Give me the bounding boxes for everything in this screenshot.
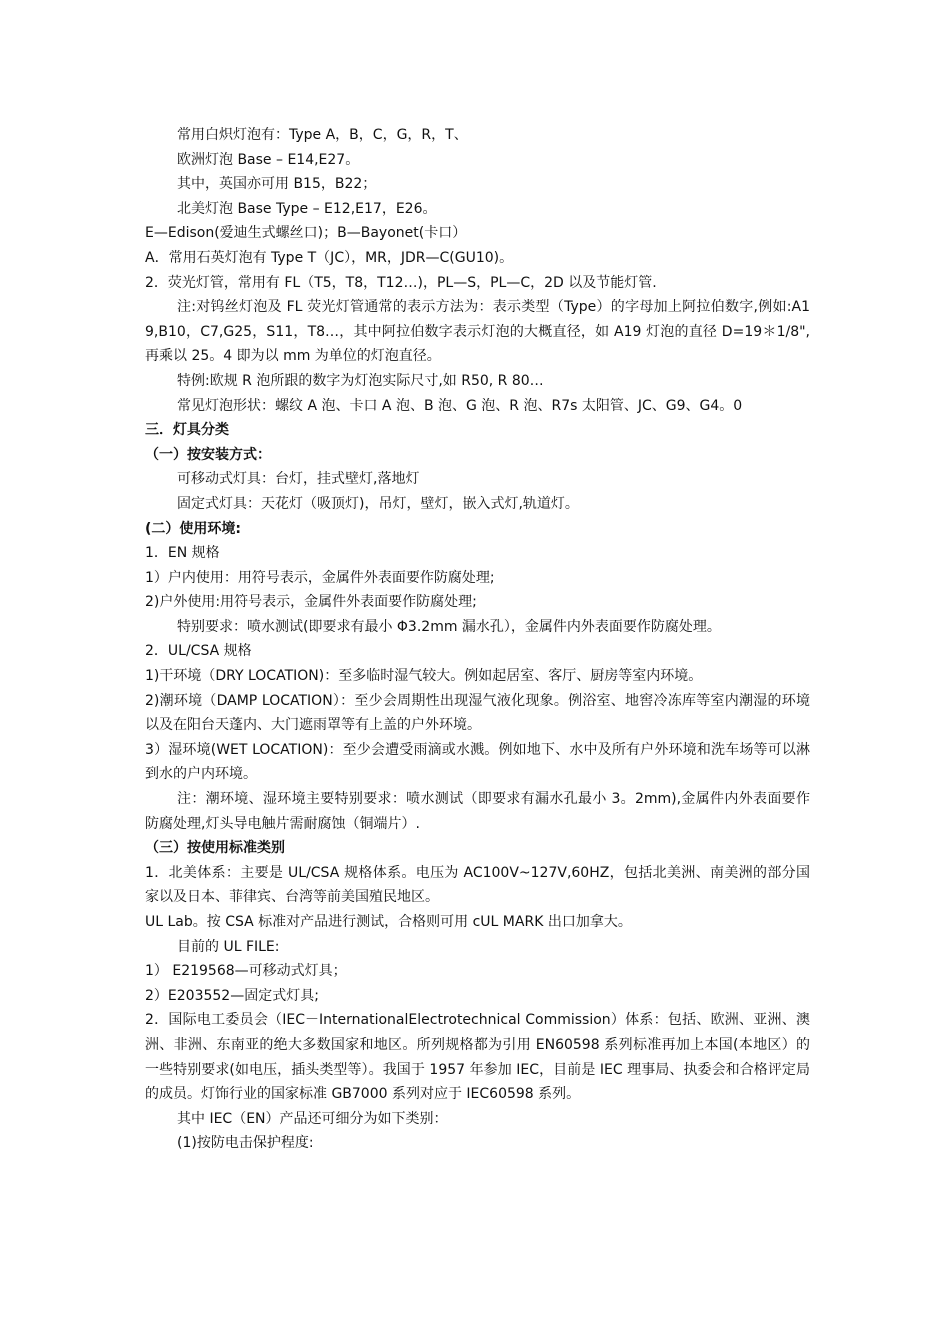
paragraph: 特例:欧规 R 泡所跟的数字为灯泡实际尺寸,如 R50, R 80… xyxy=(177,372,544,389)
paragraph: UL Lab。按 CSA 标准对产品进行测试，合格则可用 cUL MARK 出口加拿大。 xyxy=(145,914,632,930)
paragraph: 1)干环境（DRY LOCATION)：至多临时湿气较大。例如起居室、客厅、厨房等室内环境。 xyxy=(145,668,703,685)
paragraph: 可移动式灯具：台灯，挂式壁灯,落地灯 xyxy=(177,471,420,488)
subsection-heading: （一）按安装方式： xyxy=(145,446,271,463)
list-item: 2）E203552—固定式灯具; xyxy=(145,987,319,1004)
paragraph: 北美灯泡 Base Type – E12,E17，E26。 xyxy=(177,200,437,217)
subsection-heading: (二）使用环境: xyxy=(145,520,241,537)
paragraph: 3）湿环境(WET LOCATION)：至少会遭受雨滴或水溅。例如地下、水中及所有户外环境和洗车场等可以淋到水的户内环境。 xyxy=(145,741,810,783)
paragraph: 常见灯泡形状：螺纹 A 泡、卡口 A 泡、B 泡、G 泡、R 泡、R7s 太阳管、JC、G9、G4。0 xyxy=(177,397,743,414)
subsection-heading: （三）按使用标准类别 xyxy=(145,840,285,857)
paragraph: 1．EN 规格 xyxy=(145,545,220,562)
paragraph: 注:对钨丝灯泡及 FL 荧光灯管通常的表示方法为：表示类型（Type）的字母加上阿拉伯数字,例如:A19,B10，C7,G25，S11，T8…，其中阿拉伯数字表示灯泡的大概直径，如 A19 灯泡的直径 D=19＊1/8",再乘以 25。4 即为以 mm 为单位的灯泡直径。 xyxy=(145,299,810,365)
paragraph: 固定式灯具：天花灯（吸顶灯)，吊灯，壁灯，嵌入式灯,轨道灯。 xyxy=(177,495,579,512)
paragraph: 常用白炽灯泡有：Type A，B，C，G，R，T、 xyxy=(177,127,468,143)
paragraph: 2．国际电工委员会（IEC－InternationalElectrotechnical Commission）体系：包括、欧洲、亚洲、澳洲、非洲、东南亚的绝大多数国家和地区。所列规格都为引用 EN60598 系列标准再加上本国(本地区）的一些特别要求(如电压，插头类型等）。我国于 1957 年参加 IEC，目前是 IEC 理事局、执委会和合格评定局的成员。灯饰行业的国家标准 GB7000 系列对应于 IEC60598 系列。 xyxy=(145,1012,810,1103)
paragraph: 目前的 UL FILE: xyxy=(177,938,280,955)
paragraph: 2)潮环境（DAMP LOCATION）：至少会周期性出现湿气液化现象。例浴室、地窖冷冻库等室内潮湿的环境以及在阳台天蓬内、大门遮雨罩等有上盖的户外环境。 xyxy=(145,692,810,734)
paragraph: A．常用石英灯泡有 Type T（JC），MR，JDR—C(GU10)。 xyxy=(145,249,514,266)
paragraph: 特别要求：喷水测试(即要求有最小 Φ3.2mm 漏水孔），金属件内外表面要作防腐处理。 xyxy=(177,618,721,635)
paragraph: 2．荧光灯管，常用有 FL（T5，T8，T12…)，PL—S，PL—C，2D 以及节能灯管. xyxy=(145,274,657,291)
paragraph: 2．UL/CSA 规格 xyxy=(145,643,252,660)
paragraph: 1．北美体系：主要是 UL/CSA 规格体系。电压为 AC100V~127V,60HZ，包括北美洲、南美洲的部分国家以及日本、菲律宾、台湾等前美国殖民地区。 xyxy=(145,864,810,906)
document-body xyxy=(145,123,810,1156)
paragraph: 1）户内使用：用符号表示，金属件外表面要作防腐处理; xyxy=(145,569,495,586)
paragraph: 欧洲灯泡 Base – E14,E27。 xyxy=(177,151,360,168)
paragraph: (1)按防电击保护程度: xyxy=(177,1135,314,1152)
paragraph: 2)户外使用:用符号表示，金属件外表面要作防腐处理; xyxy=(145,594,477,611)
list-item: 1） E219568—可移动式灯具； xyxy=(145,963,347,980)
paragraph: 注：潮环境、湿环境主要特别要求：喷水测试（即要求有漏水孔最小 3。2mm),金属件内外表面要作防腐处理,灯头导电触片需耐腐蚀（铜端片）. xyxy=(145,791,810,832)
section-heading: 三．灯具分类 xyxy=(145,422,229,439)
paragraph: 其中，英国亦可用 B15，B22； xyxy=(177,176,377,193)
paragraph: 其中 IEC（EN）产品还可细分为如下类别： xyxy=(177,1110,448,1127)
paragraph: E—Edison(爱迪生式螺丝口)；B—Bayonet(卡口） xyxy=(145,225,467,242)
